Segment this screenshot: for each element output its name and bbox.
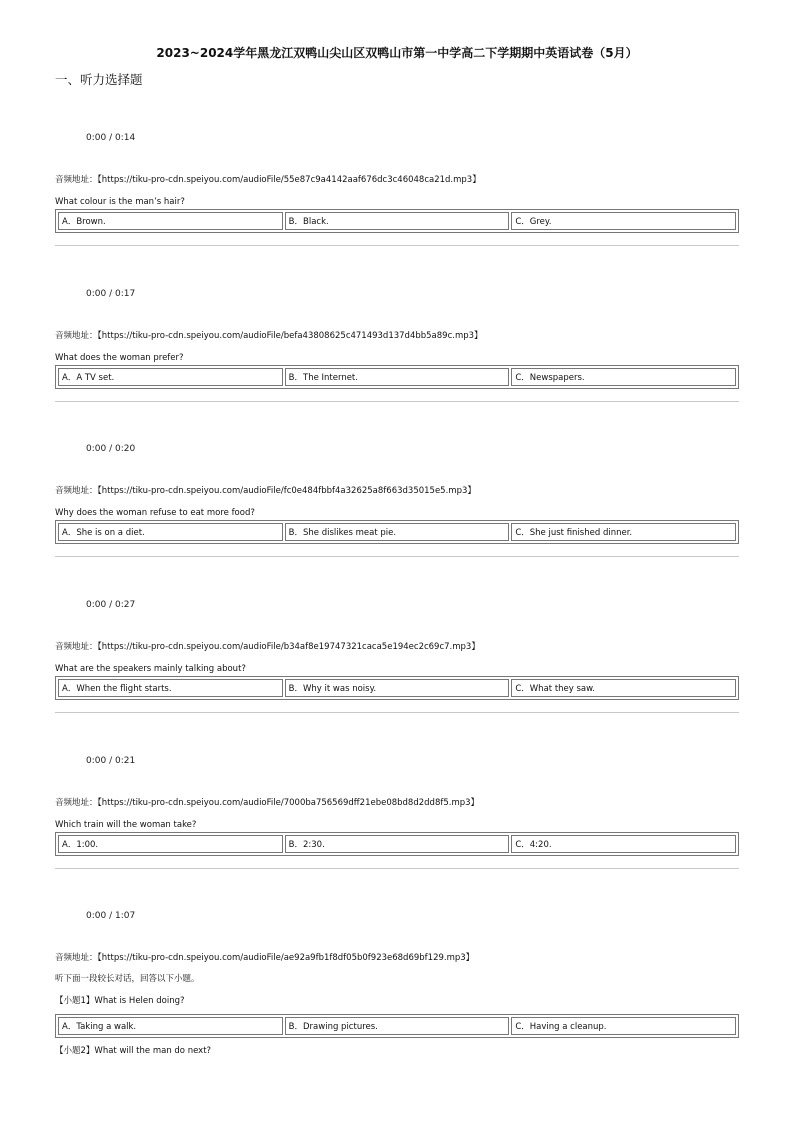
audio-address-label: 音频地址： xyxy=(55,331,98,341)
audio-address xyxy=(55,174,481,186)
question-divider xyxy=(55,401,739,402)
option-b: B．Black. xyxy=(285,212,510,230)
question-stem: Which train will the woman take? xyxy=(55,820,197,830)
audio-address xyxy=(55,485,476,497)
audio-url: 【https://tiku-pro-cdn.speiyou.com/audioFile/ae92a9fb1f8df05b0f923e68d69bf129.mp3】 xyxy=(97,953,475,963)
audio-address xyxy=(55,641,480,653)
audio-address-label: 音频地址： xyxy=(55,798,98,808)
question-5 xyxy=(0,755,794,911)
question-stem: What are the speakers mainly talking about? xyxy=(55,664,246,674)
audio-url: 【https://tiku-pro-cdn.speiyou.com/audioFile/befa43808625c471493d137d4bb5a89c.mp3】 xyxy=(97,331,483,341)
audio-address-label: 音频地址： xyxy=(55,175,98,185)
options-table xyxy=(55,209,739,233)
option-a: A．Brown. xyxy=(58,212,283,230)
option-a: A．1:00. xyxy=(58,835,283,853)
options-table xyxy=(55,1014,739,1038)
option-c: C．4:20. xyxy=(511,835,736,853)
question-stem: Why does the woman refuse to eat more food? xyxy=(55,508,255,518)
option-c: C．What they saw. xyxy=(511,679,736,697)
audio-url: 【https://tiku-pro-cdn.speiyou.com/audioFile/b34af8e19747321caca5e194ec2c69c7.mp3】 xyxy=(97,642,480,652)
question-stem: What colour is the man’s hair? xyxy=(55,197,185,207)
audio-player-time[interactable]: 0:00 / 0:17 xyxy=(86,289,136,299)
option-a: A．She is on a diet. xyxy=(58,523,283,541)
audio-url: 【https://tiku-pro-cdn.speiyou.com/audioFile/55e87c9a4142aaf676dc3c46048ca21d.mp3】 xyxy=(97,175,481,185)
audio-address xyxy=(55,952,474,964)
question-3 xyxy=(0,443,794,599)
option-a: A．A TV set. xyxy=(58,368,283,386)
question-4 xyxy=(0,599,794,755)
sub-question-2-stem: 【小题2】What will the man do next? xyxy=(55,1046,212,1056)
audio-address-label: 音频地址： xyxy=(55,486,98,496)
option-a: A．Taking a walk. xyxy=(58,1017,283,1035)
option-b: B．Drawing pictures. xyxy=(285,1017,510,1035)
dialogue-instruction: 听下面一段较长对话，回答以下小题。 xyxy=(55,974,200,984)
question-6 xyxy=(0,910,794,1070)
question-divider xyxy=(55,245,739,246)
question-2 xyxy=(0,288,794,444)
question-1 xyxy=(0,132,794,288)
option-c: C．Having a cleanup. xyxy=(511,1017,736,1035)
option-b: B．The Internet. xyxy=(285,368,510,386)
option-a: A．When the flight starts. xyxy=(58,679,283,697)
document-title: 2023~2024学年黑龙江双鸭山尖山区双鸭山市第一中学高二下学期期中英语试卷（5月） xyxy=(156,46,638,60)
option-b: B．2:30. xyxy=(285,835,510,853)
question-divider xyxy=(55,868,739,869)
question-divider xyxy=(55,556,739,557)
audio-address xyxy=(55,330,483,342)
section-heading: 一、听力选择题 xyxy=(55,72,143,87)
option-b: B．Why it was noisy. xyxy=(285,679,510,697)
audio-url: 【https://tiku-pro-cdn.speiyou.com/audioFile/fc0e484fbbf4a32625a8f663d35015e5.mp3】 xyxy=(97,486,476,496)
audio-player-time[interactable]: 0:00 / 0:27 xyxy=(86,600,136,610)
audio-url: 【https://tiku-pro-cdn.speiyou.com/audioFile/7000ba756569dff21ebe08bd8d2dd8f5.mp3】 xyxy=(97,798,480,808)
option-c: C．Newspapers. xyxy=(511,368,736,386)
sub-question-1-stem: 【小题1】What is Helen doing? xyxy=(55,996,185,1006)
audio-address-label: 音频地址： xyxy=(55,953,98,963)
audio-player-time[interactable]: 0:00 / 0:21 xyxy=(86,756,136,766)
audio-player-time[interactable]: 0:00 / 0:14 xyxy=(86,133,136,143)
options-table xyxy=(55,520,739,544)
audio-player-time[interactable]: 0:00 / 1:07 xyxy=(86,911,136,921)
audio-address xyxy=(55,797,479,809)
question-stem: What does the woman prefer? xyxy=(55,353,184,363)
options-table xyxy=(55,365,739,389)
option-b: B．She dislikes meat pie. xyxy=(285,523,510,541)
audio-player-time[interactable]: 0:00 / 0:20 xyxy=(86,444,136,454)
options-table xyxy=(55,832,739,856)
option-c: C．She just finished dinner. xyxy=(511,523,736,541)
audio-address-label: 音频地址： xyxy=(55,642,98,652)
option-c: C．Grey. xyxy=(511,212,736,230)
question-divider xyxy=(55,712,739,713)
options-table xyxy=(55,676,739,700)
